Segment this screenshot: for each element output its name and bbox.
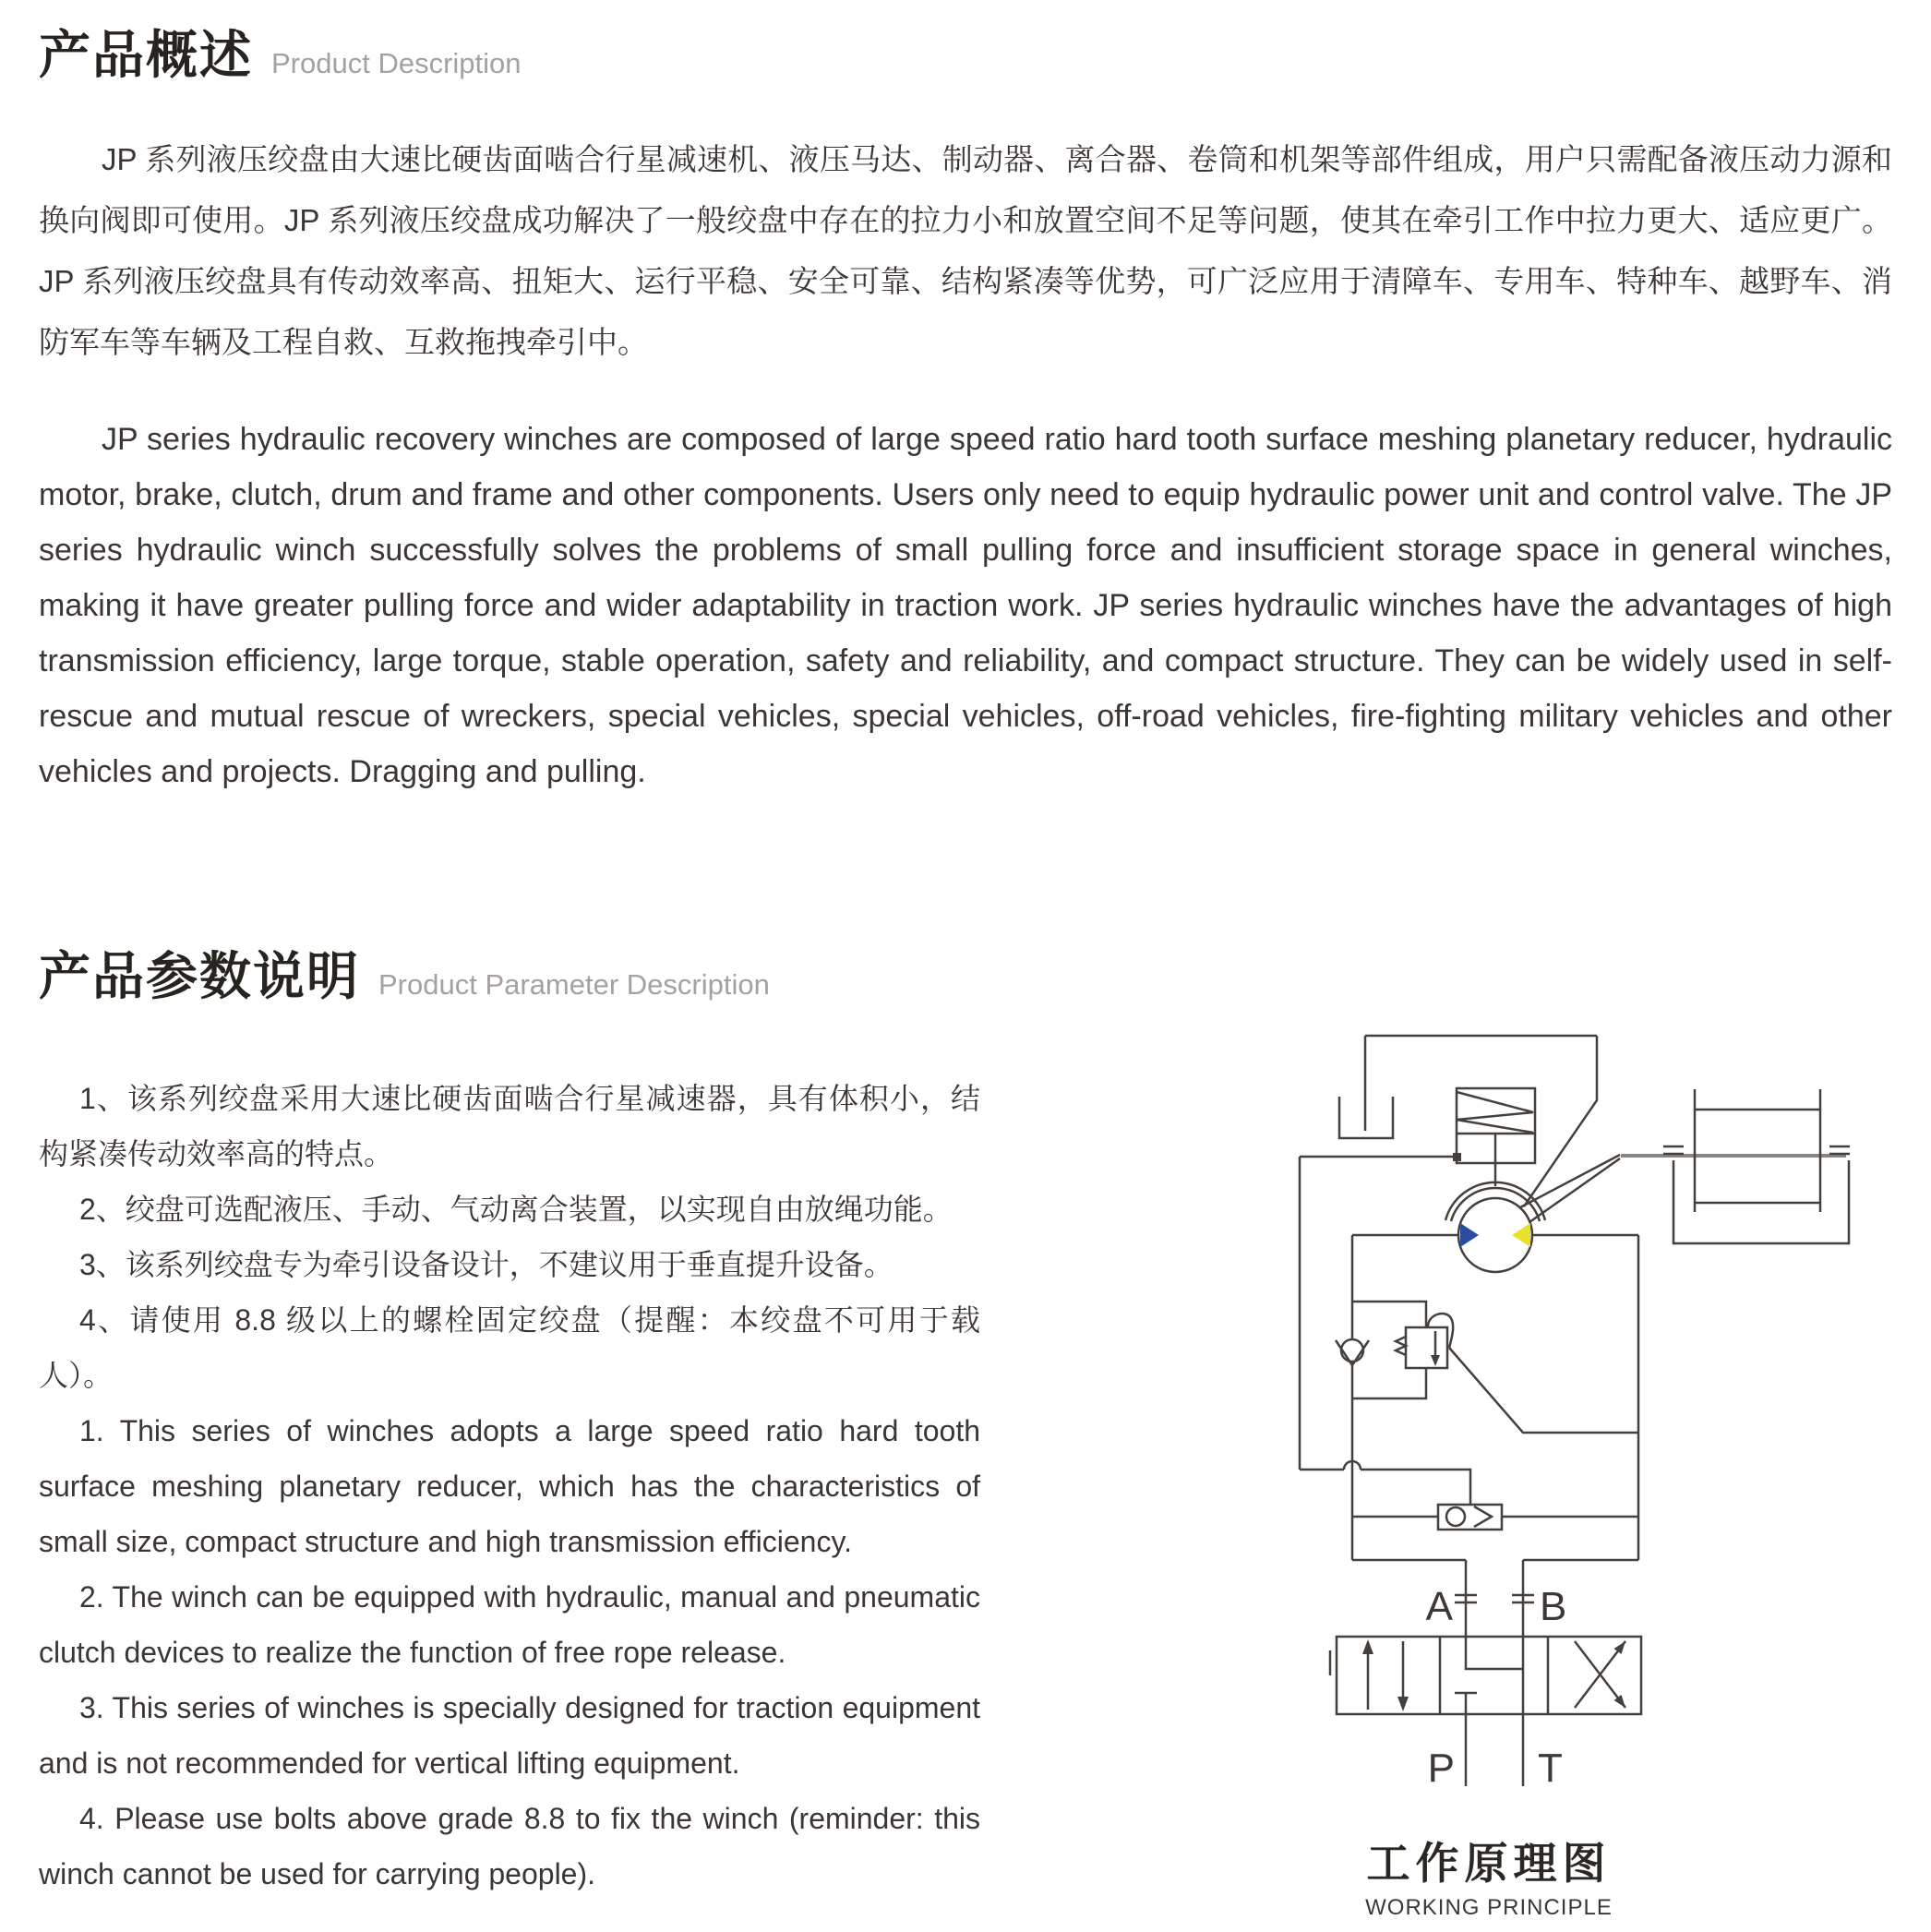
port-label-p: P	[1427, 1746, 1455, 1791]
winch-drum-symbol	[1621, 1089, 1850, 1243]
overview-title-en: Product Description	[271, 47, 522, 79]
overview-section-header	[39, 0, 1892, 89]
working-principle-diagram	[969, 766, 1931, 1932]
port-label-t: T	[1538, 1746, 1563, 1791]
param-item-zh-1: 1、该系列绞盘采用大速比硬齿面啮合行星减速器，具有体积小，结构紧凑传动效率高的特点。	[39, 1082, 980, 1170]
params-text-column	[39, 1071, 980, 1902]
port-label-a: A	[1425, 1584, 1453, 1629]
relief-valve-symbol	[1396, 1314, 1453, 1368]
param-item-en-3: 3. This series of winches is specially designed for traction equipment and is not recommended for vertical lifting equipment.	[39, 1691, 980, 1780]
param-item-zh-3: 3、该系列绞盘专为牵引设备设计，不建议用于垂直提升设备。	[79, 1248, 894, 1281]
param-item-zh-2: 2、绞盘可选配液压、手动、气动离合装置，以实现自由放绳功能。	[79, 1193, 953, 1226]
directional-valve-symbol	[1330, 1595, 1641, 1714]
overview-title-zh: 产品概述	[39, 26, 253, 84]
check-valve-symbol	[1336, 1339, 1369, 1365]
diagram-caption-en: WORKING PRINCIPLE	[1365, 1895, 1613, 1920]
hydraulic-motor-symbol	[1445, 1182, 1545, 1272]
diagram-caption	[1365, 1839, 1613, 1920]
overview-paragraph-en: JP series hydraulic recovery winches are composed of large speed ratio hard tooth surface meshing planetary reducer, hydraulic motor, brake, clutch, drum and frame and other components. Users only need to equip hydraulic power unit and control valve. The JP series hydraulic winch successfully solves the problems of small pulling force and insufficient storage space in general winches, making it have greater pulling force and wider adaptability in traction work. JP series hydraulic winches have the advantages of high transmission efficiency, large torque, stable operation, safety and reliability, and compact structure. They can be widely used in self-rescue and mutual rescue of wreckers, special vehicles, special vehicles, off-road vehicles, fire-fighting military vehicles and other vehicles and projects. Dragging and pulling.	[39, 422, 1892, 789]
pilot-check-valve-symbol	[1438, 1505, 1502, 1530]
overview-paragraph-zh: JP 系列液压绞盘由大速比硬齿面啮合行星减速机、液压马达、制动器、离合器、卷筒和机架等部件组成，用户只需配备液压动力源和换向阀即可使用。JP 系列液压绞盘成功解决了一般绞盘中存在的拉力小和放置空间不足等问题，使其在牵引工作中拉力更大、适应更广。JP 系列液压绞盘具有传动效率高、扭矩大、运行平稳、安全可靠、结构紧凑等优势，可广泛应用于清障车、专用车、特种车、越野车、消防军车等车辆及工程自救、互救拖拽牵引中。	[39, 142, 1892, 359]
diagram-caption-zh: 工作原理图	[1366, 1839, 1612, 1888]
port-label-b: B	[1540, 1584, 1567, 1629]
param-item-en-1: 1. This series of winches adopts a large speed ratio hard tooth surface meshing planetary reducer, which has the characteristics of small size, compact structure and high transmission efficiency.	[39, 1414, 980, 1558]
param-item-en-2: 2. The winch can be equipped with hydraulic, manual and pneumatic clutch devices to realize the function of free rope release.	[39, 1580, 980, 1669]
params-title-en: Product Parameter Description	[378, 968, 770, 1001]
param-item-en-4: 4. Please use bolts above grade 8.8 to fix the winch (reminder: this winch cannot be used for carrying people).	[39, 1802, 980, 1890]
brake-symbol	[1453, 1088, 1535, 1186]
params-title-zh: 产品参数说明	[39, 947, 360, 1005]
hydraulic-schematic-svg	[969, 766, 1931, 1932]
param-item-zh-4: 4、请使用 8.8 级以上的螺栓固定绞盘（提醒：本绞盘不可用于载人）。	[39, 1303, 980, 1392]
